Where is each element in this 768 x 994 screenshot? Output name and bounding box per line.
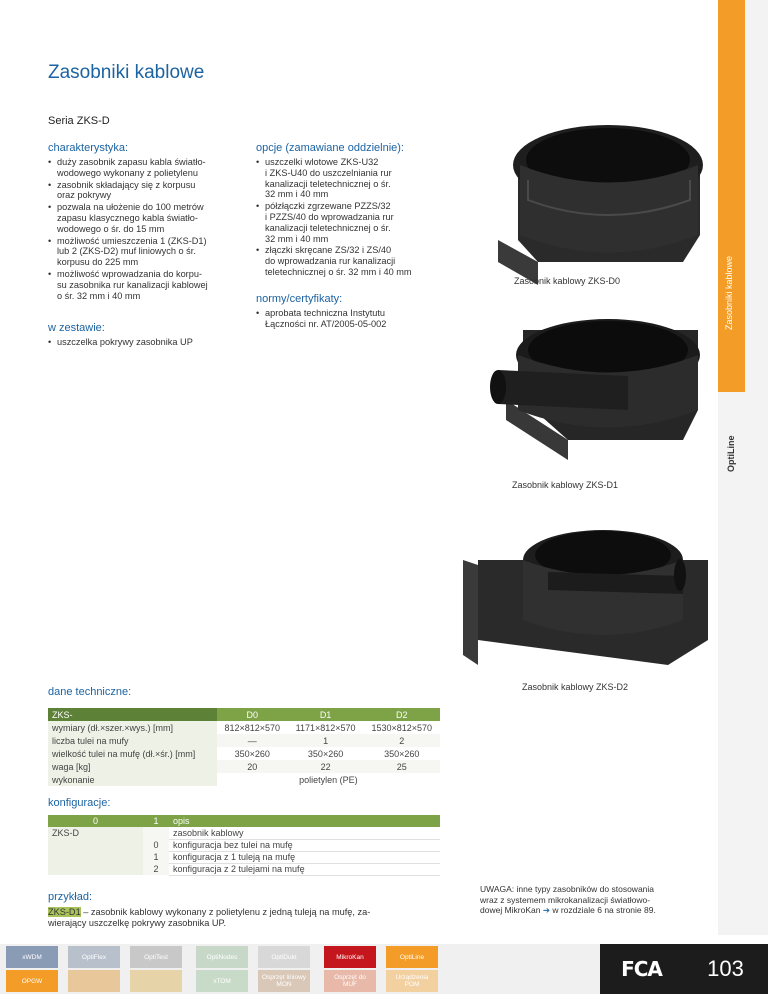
table-cell: 350×260 [217,747,288,760]
table-header-row [48,815,440,827]
page-title: Zasobniki kablowe [48,62,205,83]
table-row [48,747,440,760]
table-header-cell: D1 [288,708,364,721]
list-item [48,180,248,202]
nav-item-mon[interactable]: Osprzęt liniowy MON [258,970,310,992]
nav-item-mikrokan[interactable]: MikroKan [324,946,376,968]
nav-item-optidukt[interactable]: OptiDukt [258,946,310,968]
table-header-cell: ZKS- [48,708,217,721]
product-image-d1 [490,319,700,460]
table-cell: 1171×812×570 [288,721,364,734]
list-item [256,201,456,244]
table-cell: 2 [363,734,440,747]
norms-list [256,308,456,331]
nav-item-optitest[interactable]: OptiTest [130,946,182,968]
options-heading: opcje (zamawiane oddzielnie): [256,142,404,154]
table-cell: wielkość tulei na mufę (dł.×śr.) [mm] [48,747,217,760]
table-cell [143,827,169,839]
table-cell: 812×812×570 [217,721,288,734]
example-text [48,907,448,929]
list-item [48,202,248,234]
list-item-text: uszczelka pokrywy zasobnika UP [57,337,193,347]
table-row [48,839,440,851]
table-cell [48,863,143,875]
note-text [480,884,710,916]
table-cell: 2 [143,863,169,875]
list-item [256,157,456,200]
list-item-text: zasobnik składający się z korpusu oraz pokrywy [57,179,196,201]
tech-data-table [48,708,440,786]
table-cell: waga [kg] [48,760,217,773]
list-item-text: aprobata techniczna Instytutu Łączności nr. AT/2005-05-002 [265,308,387,329]
norms-heading: normy/certyfikaty: [256,293,343,305]
nav-item-muf[interactable]: Osprzęt do MUF [324,970,376,992]
example-heading: przykład: [48,891,93,903]
table-cell: 22 [288,760,364,773]
product-image-d2 [463,530,708,665]
table-cell: 1 [143,851,169,863]
table-cell: 0 [143,839,169,851]
side-tab-active[interactable] [718,0,745,392]
table-row [48,773,440,786]
nav-item-blank-2[interactable] [130,970,182,992]
nav-item-blank-1[interactable] [68,970,120,992]
nav-item-pom[interactable]: Urządzenia POM [386,970,438,992]
arrow-icon: ➔ [542,905,550,915]
caption-d1: Zasobnik kablowy ZKS-D1 [512,480,619,490]
table-header-cell: opis [169,815,440,827]
table-header-cell: 1 [143,815,169,827]
table-cell: liczba tulei na mufy [48,734,217,747]
table-row [48,863,440,875]
table-cell: konfiguracja bez tulei na mufę [169,839,440,851]
in-set-list [48,337,248,349]
list-item-text: złączki skręcane ZS/32 i ZS/40 do wprowadzania rur kanalizacji teletechnicznej o śr. 32 mm i 40 mm [265,245,412,277]
note-body: : inne typy zasobników do stosowania wraz z systemem mikrokanalizacji światłowo- dowej MikroKan [480,884,655,915]
table-cell: 350×260 [363,747,440,760]
table-cell: 20 [217,760,288,773]
list-item-text: półzłączki zgrzewane PZZS/32 i PZZS/40 do wprowadzania rur kanalizacji teletechnicznej o śr. 32 mm i 40 mm [265,201,394,244]
product-image-d0 [498,125,703,285]
side-tab-label-top: Zasobniki kablowe [724,255,734,330]
table-row [48,851,440,863]
note-label: UWAGA [480,884,512,894]
side-tab-label-bottom[interactable]: OptiLine [726,435,736,472]
table-row [48,827,440,839]
list-item-text: możliwość umieszczenia 1 (ZKS-D1) lub 2 (ZKS-D2) muf liniowych o śr. korpusu do 225 mm [57,235,207,268]
note-body-2: w rozdziale 6 na stronie 89. [549,905,656,915]
table-header-cell: 0 [48,815,143,827]
nav-item-opgw[interactable]: OPGW [6,970,58,992]
nav-item-optiflex[interactable]: OptiFlex [68,946,120,968]
caption-d2: Zasobnik kablowy ZKS-D2 [522,682,629,692]
fca-logo: FCA [621,957,662,981]
configurations-table [48,815,440,876]
table-header-row [48,708,440,721]
table-cell: konfiguracja z 1 tuleją na mufę [169,851,440,863]
caption-d0: Zasobnik kablowy ZKS-D0 [514,276,621,286]
table-cell: ZKS-D [48,827,143,839]
list-item [48,337,248,348]
table-cell: konfiguracja z 2 tulejami na mufę [169,863,440,875]
series-label: Seria ZKS-D [48,115,110,127]
table-cell: zasobnik kablowy [169,827,440,839]
example-description: – zasobnik kablowy wykonany z polietylenu z jedną tuleją na mufę, za- wierający uszczelkę pokrywy zasobnika UP. [48,907,371,928]
table-cell: 1 [288,734,364,747]
table-cell [48,851,143,863]
list-item [48,236,248,268]
photo-area [458,0,718,700]
in-set-heading: w zestawie: [48,322,105,334]
nav-item-xwdm[interactable]: xWDM [6,946,58,968]
table-cell: polietylen (PE) [217,773,440,786]
table-cell: wykonanie [48,773,217,786]
table-cell: 1530×812×570 [363,721,440,734]
list-item [256,245,456,277]
list-item [256,308,456,330]
table-row [48,760,440,773]
table-cell: 25 [363,760,440,773]
table-header-cell: D2 [363,708,440,721]
table-cell: 350×260 [288,747,364,760]
list-item-text: duży zasobnik zapasu kabla światło- wodowego wykonany z polietylenu [57,157,206,178]
configurations-heading: konfiguracje: [48,797,111,809]
list-item [48,269,248,301]
table-header-cell: D0 [217,708,288,721]
nav-item-xtom[interactable]: xTOM [196,970,248,992]
options-list [256,157,456,279]
tech-data-heading: dane techniczne: [48,686,132,698]
table-row [48,734,440,747]
brand-block [600,944,683,994]
product-photos [458,0,718,700]
characteristics-list [48,157,248,302]
list-item-text: uszczelki wlotowe ZKS-U32 i ZKS-U40 do uszczelniania rur kanalizacji teletechnicznej o śr. 32 mm i 40 mm [265,157,392,200]
table-cell: — [217,734,288,747]
list-item [48,157,248,179]
example-code: ZKS-D1 [48,907,81,917]
table-row [48,721,440,734]
list-item-text: pozwala na ułożenie do 100 metrów zapasu klasycznego kabla światło- wodowego o śr. do 15 mm [57,202,204,234]
nav-item-optinodes[interactable]: OptiNodes [196,946,248,968]
table-cell: wymiary (dł.×szer.×wys.) [mm] [48,721,217,734]
nav-item-optiline[interactable]: OptiLine [386,946,438,968]
list-item-text: możliwość wprowadzania do korpu- su zasobnika rur kanalizacji kablowej o śr. 32 mm i 40 mm [57,268,208,301]
table-cell [48,839,143,851]
page-number: 103 [683,944,768,994]
characteristics-heading: charakterystyka: [48,142,129,154]
